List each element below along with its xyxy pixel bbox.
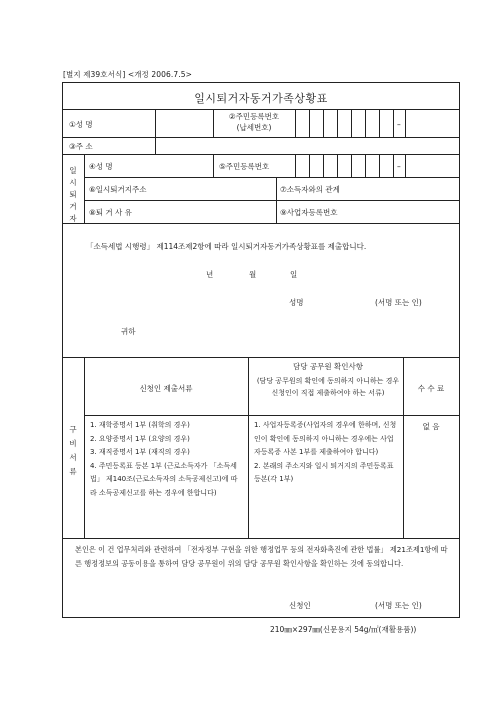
taxpayer-rrn-label xyxy=(213,111,295,133)
list-item: 4. 주민등록표 등본 1부 (근로소득자가 「소득세법」 제140조(근로소득자의 소득공제신고)에 따라 소득공제신고를 하는 경우에 한합니다) xyxy=(90,461,238,497)
side-char: 서 xyxy=(69,453,77,462)
side-char: 비 xyxy=(69,439,77,448)
official-docs-list xyxy=(254,419,398,487)
temp-leaver-name-label: ④성 명 xyxy=(89,162,113,171)
list-item: 1. 재학증명서 1부 (취학의 경우) xyxy=(90,421,190,429)
list-item: 2. 요양증명서 1부 (요양의 경우) xyxy=(90,434,190,443)
side-char: 시 xyxy=(69,178,77,187)
title-row xyxy=(63,83,459,110)
rrn-digit-box[interactable] xyxy=(337,154,338,177)
applicant-name-label: 성명 xyxy=(289,298,304,307)
divider xyxy=(84,415,459,416)
fee-value: 없 음 xyxy=(422,422,440,431)
divider xyxy=(213,154,214,177)
relation-label: ⑦소득자와의 관계 xyxy=(280,185,340,194)
official-check-header-title: 담당 공무원 확인사항 xyxy=(293,362,363,371)
statement-text: 「소득세법 시행령」 제114조제2항에 따라 일시퇴거자동거가족상황표를 제출합니다. xyxy=(86,242,367,251)
divider xyxy=(84,177,459,178)
divider xyxy=(63,154,459,155)
rrn-digit-box[interactable] xyxy=(309,154,310,177)
rrn-digit-box[interactable] xyxy=(379,109,380,137)
divider xyxy=(155,109,156,137)
signature-label: (서명 또는 인) xyxy=(375,298,422,307)
rrn-digit-box[interactable] xyxy=(365,109,366,137)
form-container xyxy=(62,82,460,618)
consent-signature-label: (서명 또는 인) xyxy=(375,601,422,610)
business-number-label: ⑨사업자등록번호 xyxy=(280,208,338,217)
side-char: 류 xyxy=(69,467,77,476)
divider xyxy=(248,357,249,538)
side-char: 일 xyxy=(69,166,77,175)
paper-spec: 210㎜×297㎜(신문용지 54g/㎡(재활용품)) xyxy=(270,625,417,634)
form-number-label: [별지 제39호서식] <개정 2006.7.5> xyxy=(63,70,192,79)
rrn-digit-box[interactable] xyxy=(351,109,352,137)
consent-text: 본인은 이 건 업무처리와 관련하여 「전자정부 구현을 위한 행정업무 등의 전자화촉진에 관한 법률」 제21조제1항에 따른 행정정보의 공동이용을 통하여 담당 공무원이 위의 담당 공무원 확인사항을 확인하는 것에 동의합니다. xyxy=(75,545,448,568)
temp-leaver-rrn-label: ⑤주민등록번호 xyxy=(219,162,270,171)
side-char: 구 xyxy=(69,425,77,434)
fee-header: 수 수 료 xyxy=(417,384,445,393)
divider xyxy=(63,357,459,358)
form-title: 일시퇴거자동거가족상황표 xyxy=(194,92,328,105)
list-item: 3. 재직증명서 1부 (재직의 경우) xyxy=(90,448,190,456)
applicant-docs-list xyxy=(90,419,244,500)
rrn-digit-box[interactable] xyxy=(323,109,324,137)
applicant-docs-header: 신청인 제출서류 xyxy=(139,384,193,393)
addressee-label: 귀하 xyxy=(121,327,136,336)
divider xyxy=(84,200,459,201)
taxpayer-name-label: ①성 명 xyxy=(69,120,93,129)
side-char: 거 xyxy=(69,202,77,211)
divider xyxy=(63,538,459,539)
rrn-digit-box[interactable] xyxy=(337,109,338,137)
list-item: 1. 사업자등록증(사업자의 경우에 한하며, 신청인이 확인에 동의하지 아니하는 경우에는 사업자등록증 사본 1부를 제출하여야 합니다) xyxy=(254,421,397,456)
date-day-label: 일 xyxy=(290,270,298,279)
rrn-digit-box[interactable] xyxy=(323,154,324,177)
taxpayer-address-label: ③주 소 xyxy=(69,142,93,151)
temp-leaver-side-label xyxy=(63,165,83,225)
rrn-digit-box[interactable] xyxy=(405,154,406,177)
list-item: 2. 본래의 주소지와 일시 퇴거지의 주민등록표 등본(각 1부) xyxy=(254,461,394,483)
rrn-digit-box[interactable] xyxy=(351,154,352,177)
divider xyxy=(63,223,459,224)
date-year-label: 년 xyxy=(206,270,214,279)
rrn-digit-box[interactable] xyxy=(393,109,394,137)
rrn-dash: – xyxy=(397,120,401,129)
divider xyxy=(295,109,296,137)
divider xyxy=(155,137,156,154)
taxpayer-rrn-label-line2: (납세번호) xyxy=(236,123,272,132)
rrn-digit-box[interactable] xyxy=(393,154,394,177)
rrn-digit-box[interactable] xyxy=(365,154,366,177)
divider xyxy=(84,154,85,223)
consent-applicant-label: 신청인 xyxy=(289,601,311,610)
date-month-label: 월 xyxy=(249,270,257,279)
temp-leaver-address-label: ⑥일시퇴거지주소 xyxy=(89,185,147,194)
divider xyxy=(295,154,296,177)
leave-reason-label: ⑧퇴 거 사 유 xyxy=(89,208,132,217)
rrn-digit-box[interactable] xyxy=(405,109,406,137)
official-check-header xyxy=(253,361,403,399)
rrn-digit-box[interactable] xyxy=(379,154,380,177)
official-check-header-note: (담당 공무원의 확인에 동의하지 아니하는 경우 신청인이 직접 제출하여야 하는 서류) xyxy=(256,377,400,397)
rrn-digit-box[interactable] xyxy=(309,109,310,137)
side-char: 퇴 xyxy=(69,190,77,199)
documents-side-label xyxy=(63,423,83,479)
taxpayer-rrn-label-line1: ②주민등록번호 xyxy=(228,112,280,121)
divider xyxy=(63,137,459,138)
side-char: 자 xyxy=(69,214,77,223)
rrn-dash: – xyxy=(397,162,401,171)
